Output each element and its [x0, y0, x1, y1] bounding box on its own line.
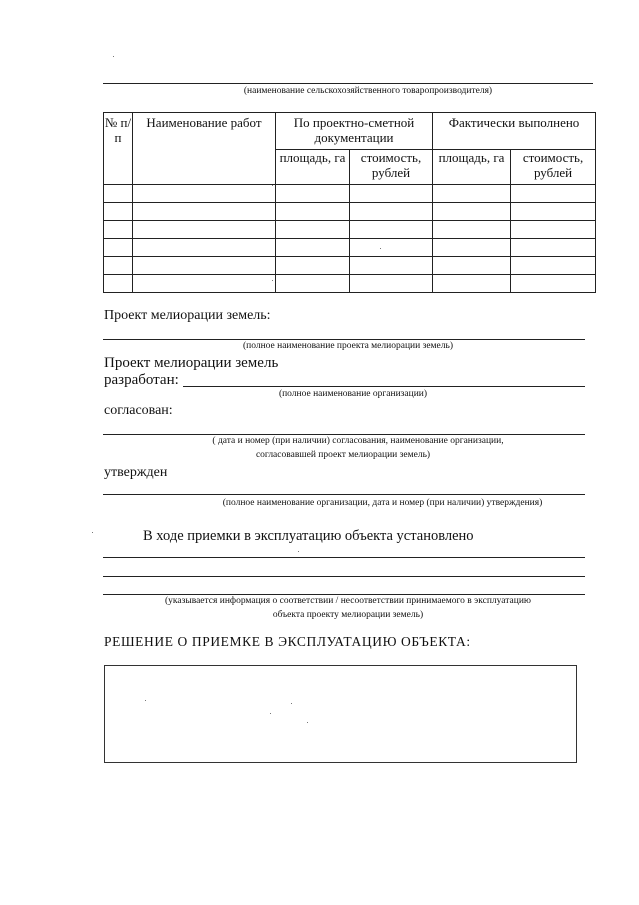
decision-heading: РЕШЕНИЕ О ПРИЕМКЕ В ЭКСПЛУАТАЦИЮ ОБЪЕКТА: [104, 634, 471, 649]
approved-caption: (полное наименование организации, дата и номер (при наличии) утверждения) [222, 498, 543, 508]
scan-speck [270, 713, 271, 714]
scan-speck [145, 700, 146, 701]
approved-line [103, 494, 585, 495]
table-row [104, 203, 596, 221]
table-row [104, 257, 596, 275]
table-row [104, 221, 596, 239]
producer-caption: (наименование сельскохозяйственного товаропроизводителя) [243, 86, 493, 96]
header-work-name: Наименование работ [133, 113, 276, 185]
scan-speck [307, 722, 308, 723]
agreed-line [103, 434, 585, 435]
acceptance-caption-1: (указывается информация о соответствии / несоответствии принимаемого в эксплуатацию [164, 596, 531, 606]
scan-speck [92, 532, 93, 533]
table-row [104, 185, 596, 203]
header-cost-actual: стоимость, рублей [511, 150, 596, 185]
producer-line [103, 83, 593, 84]
developed-label-2: разработан: [104, 372, 179, 388]
header-area-actual: площадь, га [433, 150, 511, 185]
scan-speck [291, 703, 292, 704]
project-name-caption: (полное наименование проекта мелиорации земель) [242, 341, 454, 351]
acceptance-heading: В ходе приемки в эксплуатацию объекта установлено [143, 528, 474, 544]
table-row [104, 275, 596, 293]
developed-caption: (полное наименование организации) [278, 389, 428, 399]
header-project-docs: По проектно-сметной документации [276, 113, 433, 150]
header-num: № п/п [104, 113, 133, 185]
scan-speck [272, 185, 273, 186]
project-name-line [103, 339, 585, 340]
agreed-caption-2: согласовавшей проект мелиорации земель) [255, 450, 431, 460]
table-row [104, 239, 596, 257]
acceptance-line-3 [103, 594, 585, 595]
scan-speck [298, 551, 299, 552]
acceptance-line-1 [103, 557, 585, 558]
approved-label: утвержден [104, 465, 168, 480]
developed-label-1: Проект мелиорации земель [104, 355, 279, 371]
acceptance-caption-2: объекта проекту мелиорации земель) [272, 610, 424, 620]
agreed-caption-1: ( дата и номер (при наличии) согласования, наименование организации, [212, 436, 504, 446]
scan-speck [272, 280, 273, 281]
scan-speck [380, 248, 381, 249]
acceptance-line-2 [103, 576, 585, 577]
agreed-label: согласован: [104, 403, 173, 418]
header-actual: Фактически выполнено [433, 113, 596, 150]
header-area-project: площадь, га [276, 150, 350, 185]
works-table [103, 112, 596, 293]
header-cost-project: стоимость, рублей [350, 150, 433, 185]
scan-speck [113, 56, 114, 57]
developed-line [183, 386, 585, 387]
project-label: Проект мелиорации земель: [104, 308, 271, 323]
decision-box [104, 665, 577, 763]
